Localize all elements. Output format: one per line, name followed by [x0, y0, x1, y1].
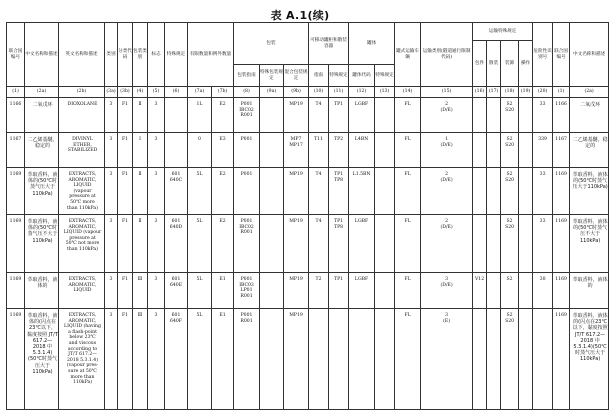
header-vehicle: 罐式运输车辆	[395, 23, 421, 87]
cell-pack-special	[260, 309, 284, 410]
cell-vehicle: FL	[395, 168, 421, 215]
cell-ts-package	[473, 309, 487, 410]
cell-tank-special: TP2	[329, 133, 349, 168]
cell-excepted-qty: E2	[212, 168, 234, 215]
cell-un-no-2: 1167	[553, 133, 570, 168]
cell-cn-name-2: 二氧戊环	[570, 98, 609, 133]
cell-pack-group: Ⅲ	[133, 309, 148, 410]
column-number: (18)	[501, 87, 519, 98]
column-number-row	[7, 87, 609, 98]
column-number: (14)	[395, 87, 421, 98]
cell-pack-group: Ⅱ	[133, 215, 148, 273]
cell-special-provision: 601 640F	[165, 309, 188, 410]
cell-mixed-pack: MP19	[284, 168, 309, 215]
cell-un-no: 1169	[7, 215, 25, 273]
cell-ts-operation	[519, 133, 533, 168]
cell-tank-special-2	[375, 309, 395, 410]
column-number: (9a)	[260, 87, 284, 98]
cell-tank-code: LGBF	[349, 215, 375, 273]
header-mixed-pack: 混合包装规定	[284, 65, 309, 87]
cell-label: 3	[148, 273, 165, 309]
cell-un-no: 1169	[7, 168, 25, 215]
header-ts-op: 操作	[519, 41, 533, 87]
cell-tank-special: TP1 TP8	[329, 168, 349, 215]
column-number: (5)	[148, 87, 165, 98]
column-number: (17)	[487, 87, 501, 98]
cell-ts-operation	[519, 168, 533, 215]
cell-cn-name: 二氧戊环	[25, 98, 59, 133]
table-row	[7, 98, 609, 133]
cell-tank-special-2	[375, 168, 395, 215]
cell-pack-group: Ⅲ	[133, 273, 148, 309]
header-pack-group: 包装类别	[133, 23, 148, 87]
cell-transport-category: 3 (D/E)	[421, 273, 473, 309]
cell-special-provision	[165, 98, 188, 133]
header-transport-special: 运输特殊规定	[473, 23, 533, 41]
cell-un-no-2: 1169	[553, 168, 570, 215]
cell-limited-qty: 1L	[188, 98, 212, 133]
cell-class: 3	[105, 215, 118, 273]
cell-ts-package	[473, 133, 487, 168]
cell-limited-qty: 0	[188, 133, 212, 168]
cell-pack-group: Ⅱ	[133, 168, 148, 215]
cell-ts-loading: S2 S20	[501, 215, 519, 273]
column-number: (16)	[473, 87, 487, 98]
cell-excepted-qty: E1	[212, 309, 234, 410]
header-un-no-2: 联合国编号	[553, 23, 570, 87]
header-limited-qty: 有限数量和例外数量	[188, 23, 234, 87]
cell-class-code: F1	[118, 273, 133, 309]
cell-mixed-pack: MP19	[284, 273, 309, 309]
header-pack-special: 特殊包装规定	[260, 65, 284, 87]
cell-en-name: EXTRACTS, AROMATIC, LIQUID (vapour pressure at 50℃ not more than 110kPa)	[59, 215, 105, 273]
cell-tank-instruction: T2	[309, 273, 329, 309]
cell-transport-category: 3 (E)	[421, 309, 473, 410]
header-tank-special-2: 特殊规定	[375, 65, 395, 87]
cell-ts-operation	[519, 98, 533, 133]
cell-ts-loading: S2 S20	[501, 98, 519, 133]
header-tank-instr: 指南	[309, 65, 329, 87]
column-number: (2b)	[59, 87, 105, 98]
cell-pack-instruction: P001 IBC02 R001	[234, 215, 260, 273]
cell-special-provision	[165, 133, 188, 168]
cell-en-name: DIOXOLANE	[59, 98, 105, 133]
cell-tank-code	[349, 309, 375, 410]
header-labels: 标志	[148, 23, 165, 87]
header-class-code: 分类代码	[118, 23, 133, 87]
cell-label: 3	[148, 98, 165, 133]
header-hazard-id: 危险性识别号	[533, 23, 553, 87]
cell-un-no-2: 1169	[553, 273, 570, 309]
cell-tank-special	[329, 309, 349, 410]
header-class: 类别	[105, 23, 118, 87]
cell-hazard-id: 33	[533, 98, 553, 133]
cell-un-no: 1169	[7, 273, 25, 309]
cell-tank-instruction: T4	[309, 98, 329, 133]
cell-ts-bulk	[487, 168, 501, 215]
table-row	[7, 309, 609, 410]
cell-tank-code: LGBF	[349, 273, 375, 309]
header-tank: 罐体	[349, 23, 395, 65]
cell-vehicle: FL	[395, 133, 421, 168]
cell-excepted-qty: E3	[212, 133, 234, 168]
table-row	[7, 273, 609, 309]
cell-un-no: 1166	[7, 98, 25, 133]
cell-pack-instruction: P001	[234, 133, 260, 168]
cell-en-name: EXTRACTS, AROMATIC, LIQUID (having a flash-point below 23℃ and viscous according to JT/T 617.2— 2018 5.3.1.4) (vapour pres- sure at 50℃ more than 110kPa)	[59, 309, 105, 410]
cell-label: 3	[148, 168, 165, 215]
cell-en-name: EXTRACTS, AROMATIC, LIQUID (vapour pressure at 50℃ more than 110kPa)	[59, 168, 105, 215]
header-cn-name-2: 中文名称和描述	[570, 23, 609, 87]
cell-pack-special	[260, 215, 284, 273]
cell-class-code: F1	[118, 168, 133, 215]
header-tank-special: 特殊规定	[329, 65, 349, 87]
cell-pack-special	[260, 133, 284, 168]
cell-special-provision: 601 640D	[165, 215, 188, 273]
column-number: (10)	[309, 87, 329, 98]
table-title: 表 A.1(续)	[270, 9, 330, 22]
cell-ts-bulk	[487, 133, 501, 168]
cell-vehicle: FL	[395, 309, 421, 410]
cell-class: 3	[105, 98, 118, 133]
header-ts-pkg: 包件	[473, 41, 487, 87]
cell-limited-qty: 5L	[188, 273, 212, 309]
cell-un-no: 1169	[7, 309, 25, 410]
cell-transport-category: 2 (D/E)	[421, 98, 473, 133]
column-number: (12)	[349, 87, 375, 98]
cell-ts-bulk	[487, 273, 501, 309]
header-ts-bulk: 散装	[487, 41, 501, 87]
cell-ts-operation	[519, 309, 533, 410]
cell-hazard-id: 30	[533, 273, 553, 309]
table-row	[7, 168, 609, 215]
cell-transport-category: 1 (D/E)	[421, 133, 473, 168]
cell-special-provision: 601 640C	[165, 168, 188, 215]
cell-tank-special-2	[375, 98, 395, 133]
cell-cn-name-2: 萃取香料，液体的(50℃时蒸气压大于110kPa)	[570, 168, 609, 215]
cell-excepted-qty: E2	[212, 98, 234, 133]
cell-mixed-pack: MP19	[284, 98, 309, 133]
cell-ts-loading: S2	[501, 273, 519, 309]
cell-hazard-id	[533, 309, 553, 410]
cell-label: 3	[148, 133, 165, 168]
header-pack-instr: 包装指南	[234, 65, 260, 87]
column-number: (20)	[533, 87, 553, 98]
column-number: (4)	[133, 87, 148, 98]
cell-vehicle: FL	[395, 273, 421, 309]
column-number: (15)	[421, 87, 473, 98]
column-number: (7b)	[212, 87, 234, 98]
cell-excepted-qty: E1	[212, 273, 234, 309]
cell-tank-code: L1.5BN	[349, 168, 375, 215]
column-number: (2a)	[570, 87, 609, 98]
cell-tank-code: L4BN	[349, 133, 375, 168]
cell-un-no-2: 1169	[553, 215, 570, 273]
column-number: (19)	[519, 87, 533, 98]
cell-en-name: DIVINYL ETHER, STABILIZED	[59, 133, 105, 168]
cell-tank-code: LGBF	[349, 98, 375, 133]
column-number: (7a)	[188, 87, 212, 98]
cell-class-code: F1	[118, 215, 133, 273]
cell-cn-name-2: 萃取香料，液体的	[570, 273, 609, 309]
cell-ts-loading: S2 S20	[501, 168, 519, 215]
cell-limited-qty: 5L	[188, 309, 212, 410]
column-number: (3b)	[118, 87, 133, 98]
cell-pack-instruction: P001	[234, 168, 260, 215]
column-number: (8)	[234, 87, 260, 98]
cell-en-name: EXTRACTS, AROMATIC, LIQUID	[59, 273, 105, 309]
column-number: (1)	[553, 87, 570, 98]
cell-un-no: 1167	[7, 133, 25, 168]
cell-tank-instruction: T4	[309, 215, 329, 273]
cell-cn-name: 二乙烯基醚，稳定的	[25, 133, 59, 168]
cell-cn-name-2: 萃取香料，液体的(闪点在23℃以下，黏度按照 JT/T 617.2—2018 中 5.3.1.4)(50℃时蒸气压大于110kPa)	[570, 309, 609, 410]
cell-pack-instruction: P001 R001	[234, 309, 260, 410]
cell-tank-special: TP1	[329, 273, 349, 309]
cell-class: 3	[105, 273, 118, 309]
header-special: 特殊规定	[165, 23, 188, 87]
cell-tank-special-2	[375, 215, 395, 273]
cell-label: 3	[148, 309, 165, 410]
cell-class-code: F1	[118, 133, 133, 168]
cell-transport-category: 2 (D/E)	[421, 215, 473, 273]
cell-vehicle: FL	[395, 215, 421, 273]
cell-un-no-2: 1169	[553, 309, 570, 410]
cell-hazard-id: 33	[533, 215, 553, 273]
cell-tank-special-2	[375, 273, 395, 309]
table-row	[7, 133, 609, 168]
cell-tank-instruction	[309, 309, 329, 410]
cell-limited-qty: 5L	[188, 168, 212, 215]
cell-ts-operation	[519, 273, 533, 309]
cell-pack-instruction: P001 IBC03 LP01 R001	[234, 273, 260, 309]
table-row	[7, 215, 609, 273]
cell-cn-name-2: 二乙烯基醚，稳定的	[570, 133, 609, 168]
column-number: (6)	[165, 87, 188, 98]
cell-pack-group: Ⅱ	[133, 98, 148, 133]
cell-ts-bulk	[487, 215, 501, 273]
cell-excepted-qty: E2	[212, 215, 234, 273]
header-cn-name: 中文名称和描述	[25, 23, 59, 87]
cell-ts-package	[473, 215, 487, 273]
cell-cn-name: 萃取香料，液体的(闪点在23℃以下，黏度按照 JT/T 617.2—2018 中 5.3.1.4)(50℃时蒸气压大于110kPa)	[25, 309, 59, 410]
cell-tank-special: TP1	[329, 98, 349, 133]
cell-vehicle: FL	[395, 98, 421, 133]
cell-pack-special	[260, 273, 284, 309]
cell-limited-qty: 5L	[188, 215, 212, 273]
cell-cn-name: 萃取香料，液体的	[25, 273, 59, 309]
header-un-no: 联合国编号	[7, 23, 25, 87]
cell-ts-package	[473, 168, 487, 215]
cell-ts-loading: S2 S20	[501, 133, 519, 168]
cell-un-no-2: 1166	[553, 98, 570, 133]
cell-ts-package: V12	[473, 273, 487, 309]
cell-tank-special-2	[375, 133, 395, 168]
cell-ts-operation	[519, 215, 533, 273]
cell-cn-name: 萃取香料，液体的(50℃时蒸气压大于110kPa)	[25, 168, 59, 215]
cell-class: 3	[105, 309, 118, 410]
header-transport-cat: 运输类别(隧道通行限制代码)	[421, 23, 473, 87]
cell-pack-special	[260, 98, 284, 133]
cell-tank-instruction: T4	[309, 168, 329, 215]
cell-pack-special	[260, 168, 284, 215]
dangerous-goods-table	[6, 22, 609, 410]
cell-class-code: F1	[118, 309, 133, 410]
column-number: (11)	[329, 87, 349, 98]
cell-class: 3	[105, 168, 118, 215]
cell-ts-loading: S2 S20	[501, 309, 519, 410]
header-ts-load: 装卸	[501, 41, 519, 87]
cell-mixed-pack: MP7 MP17	[284, 133, 309, 168]
header-packaging: 包装	[234, 23, 309, 65]
cell-mixed-pack: MP19	[284, 309, 309, 410]
cell-pack-instruction: P001 IBC02 R001	[234, 98, 260, 133]
cell-class-code: F1	[118, 98, 133, 133]
column-number: (13)	[375, 87, 395, 98]
cell-hazard-id: 33	[533, 168, 553, 215]
cell-cn-name: 萃取香料，液体的(50℃时蒸气压不大于110kPa)	[25, 215, 59, 273]
cell-ts-bulk	[487, 309, 501, 410]
header-tank-code: 罐体代码	[349, 65, 375, 87]
cell-tank-special: TP1 TP8	[329, 215, 349, 273]
column-number: (3a)	[105, 87, 118, 98]
cell-special-provision: 601 640E	[165, 273, 188, 309]
cell-ts-package	[473, 98, 487, 133]
column-number: (9b)	[284, 87, 309, 98]
cell-transport-category: 2 (D/E)	[421, 168, 473, 215]
cell-ts-bulk	[487, 98, 501, 133]
cell-label: 3	[148, 215, 165, 273]
header-en-name: 英文名称和描述	[59, 23, 105, 87]
cell-pack-group: Ⅰ	[133, 133, 148, 168]
column-number: (1)	[7, 87, 25, 98]
cell-tank-instruction: T11	[309, 133, 329, 168]
cell-mixed-pack: MP19	[284, 215, 309, 273]
column-number: (2a)	[25, 87, 59, 98]
cell-cn-name-2: 萃取香料，液体的(50℃时蒸气压不大于110kPa)	[570, 215, 609, 273]
cell-class: 3	[105, 133, 118, 168]
header-portable-tank: 可移动罐柜和散装容器	[309, 23, 349, 65]
cell-hazard-id: 339	[533, 133, 553, 168]
